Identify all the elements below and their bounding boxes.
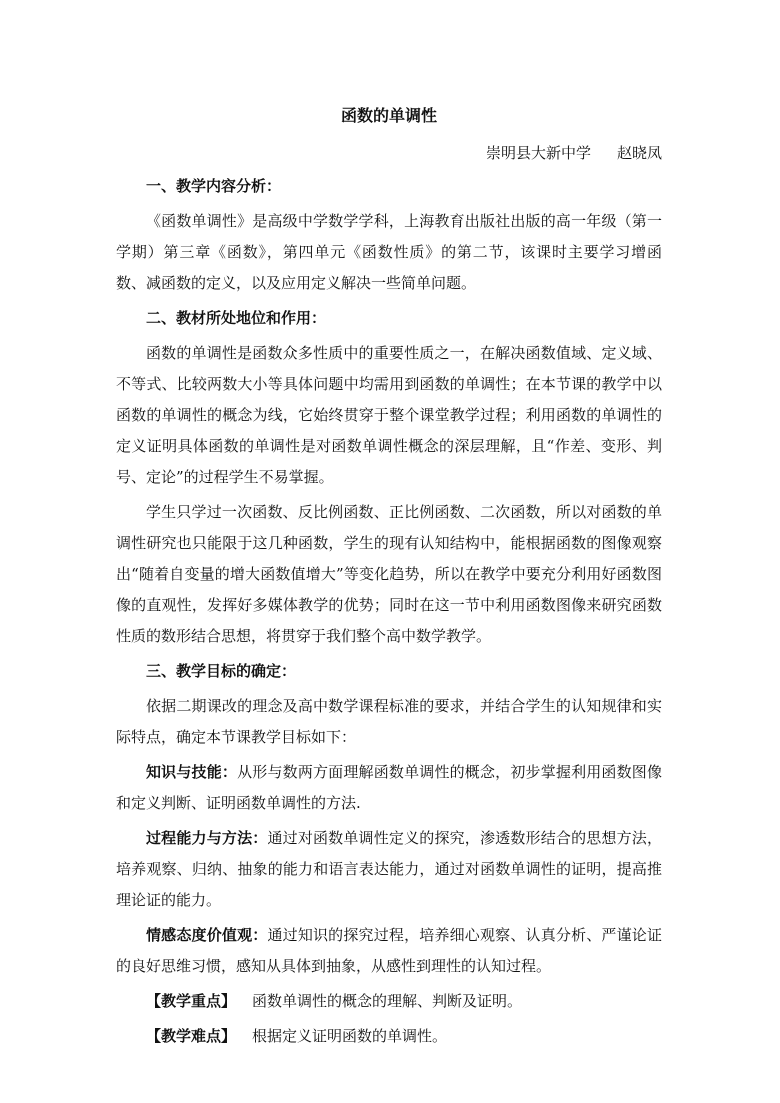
paragraph: 《函数单调性》是高级中学数学学科，上海教育出版社出版的高一年级（第一学期）第三章《函数》，第四单元《函数性质》的第二节，该课时主要学习增函数、减函数的定义，以及应用定义解决一些简单问题。	[116, 212, 662, 292]
difficult-point-label: 【教学难点】	[146, 1027, 237, 1045]
section-heading-textbook-role: 二、教材所处地位和作用：	[146, 309, 327, 327]
author-line	[116, 138, 662, 169]
goal-label: 过程能力与方法：	[146, 829, 268, 847]
goal-label: 知识与技能：	[146, 763, 238, 781]
author-school: 崇明县大新中学	[485, 144, 591, 162]
key-point-label: 【教学重点】	[146, 992, 237, 1010]
teaching-key-point	[116, 986, 662, 1017]
goal-process-methods	[116, 823, 662, 916]
paragraph: 函数的单调性是函数众多性质中的重要性质之一，在解决函数值域、定义域、不等式、比较两数大小等具体问题中均需用到函数的单调性；在本节课的教学中以函数的单调性的概念为线，它始终贯穿于整个课堂教学过程；利用函数的单调性的定义证明具体函数的单调性是对函数单调性概念的深层理解，且“作差、变形、判号、定论”的过程学生不易掌握。	[116, 344, 662, 486]
document-body	[116, 102, 662, 1056]
difficult-point-text: 根据定义证明函数的单调性。	[252, 1027, 448, 1045]
goal-label: 情感态度价值观：	[146, 926, 268, 944]
teaching-difficult-point	[116, 1021, 662, 1052]
goal-text: 通过知识的探究过程，培养细心观察、认真分析、严谨论证的良好思维习惯，感知从具体到抽象，从感性到理性的认知过程。	[116, 926, 662, 975]
goal-knowledge-skills	[116, 757, 662, 819]
section-heading-teaching-goals: 三、教学目标的确定：	[146, 662, 297, 680]
paragraph: 学生只学过一次函数、反比例函数、正比例函数、二次函数，所以对函数的单调性研究也只能限于这几种函数，学生的现有认知结构中，能根据函数的图像观察出“随着自变量的增大函数值增大”等变化趋势，所以在教学中要充分利用好函数图像的直观性，发挥好多媒体教学的优势；同时在这一节中利用函数图像来研究函数性质的数形结合思想，将贯穿于我们整个高中数学教学。	[116, 503, 662, 645]
goal-attitude-values	[116, 920, 662, 982]
paragraph: 依据二期课改的理念及高中数学课程标准的要求，并结合学生的认知规律和实际特点，确定本节课教学目标如下：	[116, 697, 662, 746]
goal-text: 通过对函数单调性定义的探究，渗透数形结合的思想方法，培养观察、归纳、抽象的能力和语言表达能力，通过对函数单调性的证明，提高推理论证的能力。	[116, 829, 662, 909]
key-point-text: 函数单调性的概念的理解、判断及证明。	[252, 992, 523, 1010]
section-heading-content-analysis: 一、教学内容分析：	[146, 177, 282, 195]
goal-text: 从形与数两方面理解函数单调性的概念，初步掌握利用函数图像和定义判断、证明函数单调性的方法.	[116, 763, 662, 812]
document-title: 函数的单调性	[340, 106, 437, 125]
author-name: 赵晓凤	[616, 144, 662, 162]
